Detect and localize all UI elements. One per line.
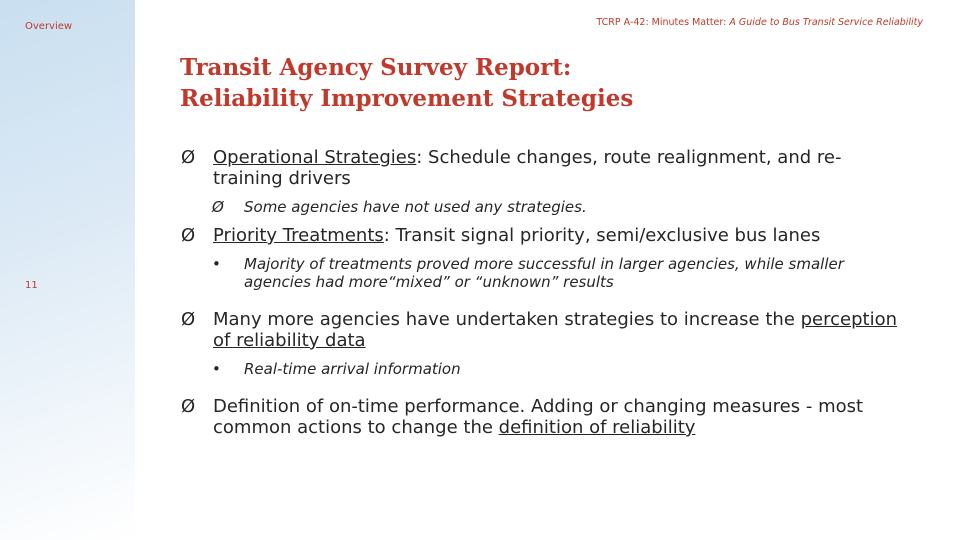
- dot-bullet-icon: •: [212, 255, 221, 273]
- link-definition-of-reliability[interactable]: definition of reliability: [498, 417, 696, 438]
- slide-title: [180, 52, 880, 114]
- arrow-bullet-icon: Ø: [181, 309, 196, 330]
- slide-title-line-2: Reliability Improvement Strategies: [180, 85, 634, 112]
- sub-bullet-agency-results: [212, 255, 901, 291]
- sub-bullet-real-time-info: [212, 360, 901, 378]
- arrow-bullet-icon: Ø: [181, 147, 196, 168]
- document-header: [596, 17, 923, 28]
- bullet-list: [181, 147, 901, 438]
- page-number: 11: [25, 280, 38, 291]
- section-label: Overview: [25, 21, 73, 32]
- header-prefix: TCRP A-42: Minutes Matter:: [596, 17, 730, 28]
- sub-bullet-no-strategies: [212, 198, 901, 216]
- bullet-text-perception: Many more agencies have undertaken strategies to increase the: [213, 309, 801, 330]
- slide-title-line-1: Transit Agency Survey Report:: [180, 54, 572, 81]
- bullet-lead-priority: Priority Treatments: [213, 225, 384, 246]
- header-italic-title: A Guide to Bus Transit Service Reliability: [729, 17, 923, 28]
- bullet-lead-operational: Operational Strategies: [213, 147, 417, 168]
- link-perception-of-reliability-data[interactable]: perception of reliability data: [213, 309, 898, 351]
- bullet-on-time-definition: [181, 396, 901, 438]
- bullet-text-operational: : Schedule changes, route realignment, and re-training drivers: [213, 147, 842, 189]
- bullet-perception-strategies: [181, 309, 901, 351]
- sub-bullet-text: Some agencies have not used any strategies.: [244, 198, 587, 216]
- bullet-text-priority: : Transit signal priority, semi/exclusive bus lanes: [383, 225, 821, 246]
- dot-bullet-icon: •: [212, 360, 221, 378]
- bullet-text-definition: Definition of on-time performance. Adding or changing measures - most common actions to change the: [213, 396, 864, 438]
- sub-bullet-text: Real-time arrival information: [244, 360, 461, 378]
- bullet-operational-strategies: [181, 147, 901, 189]
- sub-bullet-text: Majority of treatments proved more successful in larger agencies, while smaller agencies had more“mixed” or “unknown” results: [244, 255, 844, 291]
- arrow-bullet-icon: Ø: [181, 396, 196, 417]
- bullet-priority-treatments: [181, 225, 901, 246]
- arrow-bullet-icon: Ø: [181, 225, 196, 246]
- sidebar-panel: [0, 0, 135, 540]
- arrow-bullet-icon: Ø: [212, 198, 224, 216]
